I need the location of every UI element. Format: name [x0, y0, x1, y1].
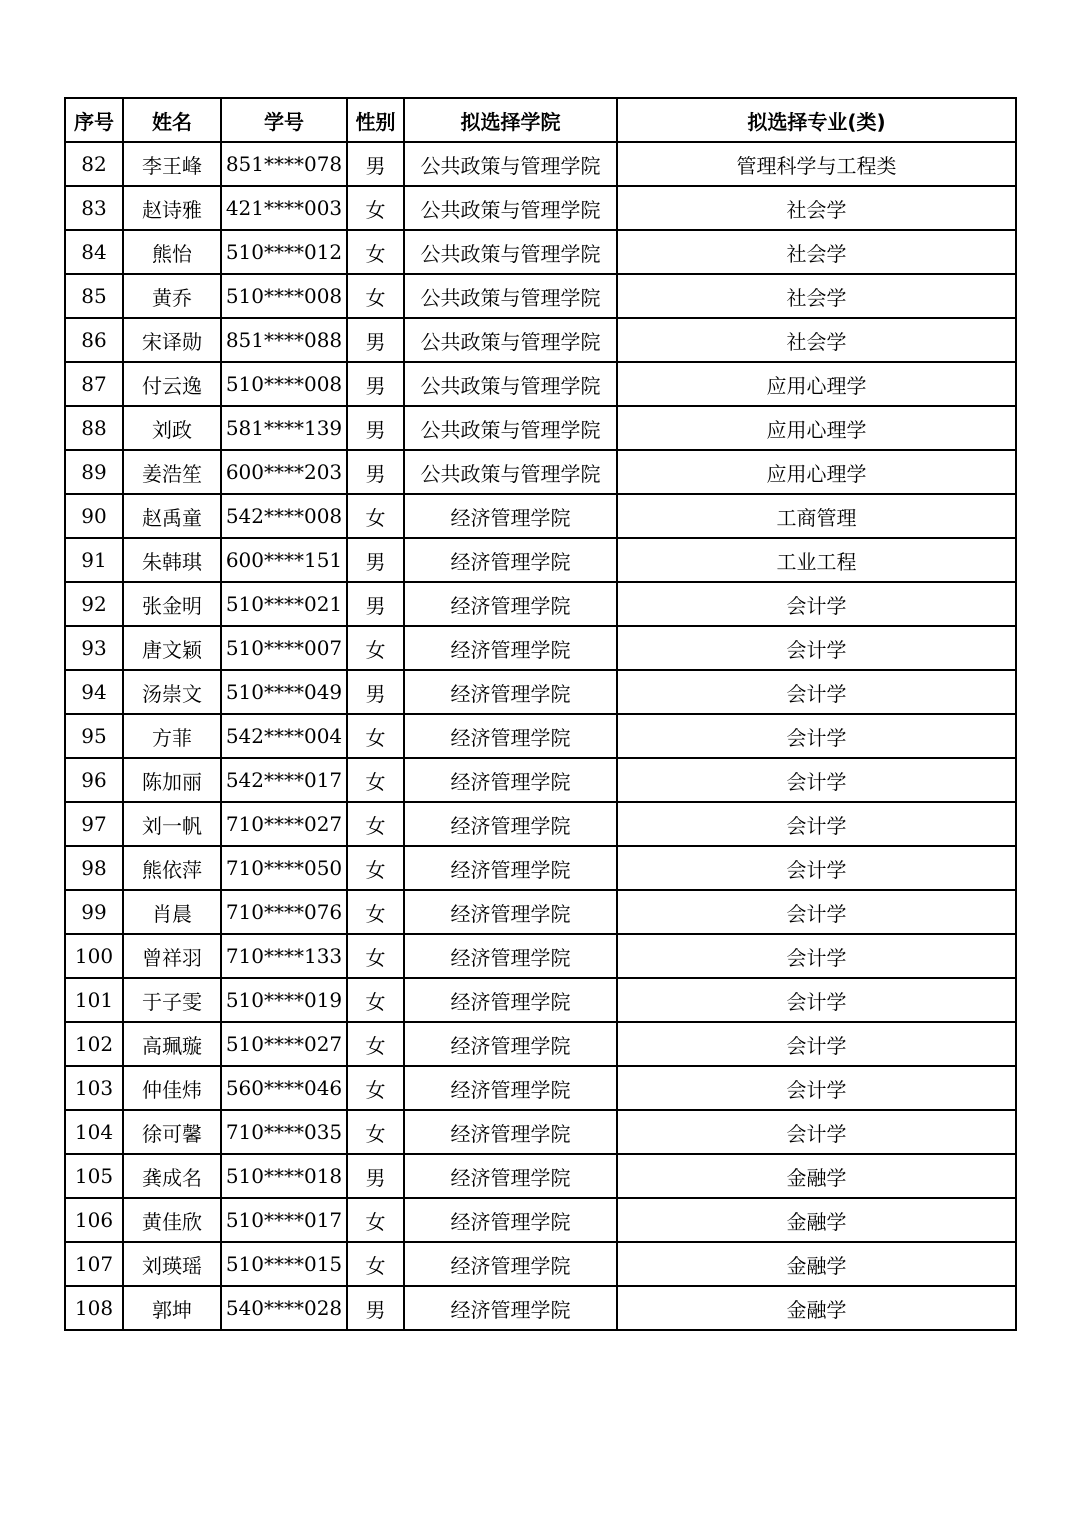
header-student-id: 学号 [221, 98, 347, 142]
cell-gender: 女 [347, 186, 404, 230]
cell-name: 宋译勋 [123, 318, 221, 362]
table-row [65, 1110, 1016, 1154]
table-row [65, 1242, 1016, 1286]
table-row [65, 802, 1016, 846]
table-row [65, 934, 1016, 978]
cell-college: 经济管理学院 [404, 1110, 617, 1154]
cell-college: 经济管理学院 [404, 758, 617, 802]
cell-major: 会计学 [617, 582, 1016, 626]
cell-index: 106 [65, 1198, 123, 1242]
cell-gender: 男 [347, 318, 404, 362]
table-row [65, 494, 1016, 538]
cell-student-id: 710****076 [221, 890, 347, 934]
cell-student-id: 510****049 [221, 670, 347, 714]
cell-student-id: 510****017 [221, 1198, 347, 1242]
cell-name: 曾祥羽 [123, 934, 221, 978]
cell-college: 经济管理学院 [404, 1066, 617, 1110]
cell-name: 熊依萍 [123, 846, 221, 890]
cell-gender: 女 [347, 1110, 404, 1154]
table-row [65, 758, 1016, 802]
cell-gender: 女 [347, 1242, 404, 1286]
cell-name: 仲佳炜 [123, 1066, 221, 1110]
cell-name: 黄乔 [123, 274, 221, 318]
cell-student-id: 710****133 [221, 934, 347, 978]
cell-major: 会计学 [617, 670, 1016, 714]
cell-student-id: 542****017 [221, 758, 347, 802]
student-roster-table [64, 97, 1017, 1331]
cell-major: 会计学 [617, 890, 1016, 934]
cell-gender: 女 [347, 230, 404, 274]
header-name: 姓名 [123, 98, 221, 142]
table-row [65, 538, 1016, 582]
cell-major: 金融学 [617, 1242, 1016, 1286]
cell-major: 会计学 [617, 978, 1016, 1022]
cell-index: 104 [65, 1110, 123, 1154]
cell-college: 经济管理学院 [404, 1022, 617, 1066]
cell-index: 84 [65, 230, 123, 274]
table-row [65, 670, 1016, 714]
cell-index: 86 [65, 318, 123, 362]
cell-name: 朱韩琪 [123, 538, 221, 582]
cell-index: 108 [65, 1286, 123, 1330]
cell-gender: 女 [347, 934, 404, 978]
cell-name: 赵诗雅 [123, 186, 221, 230]
cell-name: 方菲 [123, 714, 221, 758]
cell-index: 92 [65, 582, 123, 626]
cell-name: 唐文颖 [123, 626, 221, 670]
cell-college: 经济管理学院 [404, 626, 617, 670]
cell-gender: 女 [347, 274, 404, 318]
cell-student-id: 542****008 [221, 494, 347, 538]
cell-gender: 女 [347, 978, 404, 1022]
table-row [65, 362, 1016, 406]
cell-name: 高珮璇 [123, 1022, 221, 1066]
cell-college: 经济管理学院 [404, 582, 617, 626]
cell-student-id: 510****007 [221, 626, 347, 670]
cell-college: 经济管理学院 [404, 1286, 617, 1330]
cell-major: 会计学 [617, 758, 1016, 802]
cell-student-id: 510****008 [221, 362, 347, 406]
cell-college: 经济管理学院 [404, 670, 617, 714]
cell-student-id: 510****015 [221, 1242, 347, 1286]
cell-college: 经济管理学院 [404, 494, 617, 538]
cell-major: 会计学 [617, 934, 1016, 978]
cell-index: 89 [65, 450, 123, 494]
cell-major: 社会学 [617, 186, 1016, 230]
cell-index: 87 [65, 362, 123, 406]
cell-gender: 男 [347, 670, 404, 714]
cell-college: 经济管理学院 [404, 934, 617, 978]
table-row [65, 890, 1016, 934]
cell-student-id: 510****018 [221, 1154, 347, 1198]
cell-major: 会计学 [617, 626, 1016, 670]
cell-major: 金融学 [617, 1154, 1016, 1198]
cell-college: 公共政策与管理学院 [404, 450, 617, 494]
cell-index: 99 [65, 890, 123, 934]
cell-index: 90 [65, 494, 123, 538]
cell-major: 会计学 [617, 846, 1016, 890]
cell-major: 工商管理 [617, 494, 1016, 538]
cell-student-id: 421****003 [221, 186, 347, 230]
cell-student-id: 851****078 [221, 142, 347, 186]
cell-student-id: 510****021 [221, 582, 347, 626]
cell-college: 公共政策与管理学院 [404, 318, 617, 362]
cell-major: 应用心理学 [617, 362, 1016, 406]
cell-gender: 男 [347, 362, 404, 406]
cell-index: 103 [65, 1066, 123, 1110]
cell-name: 张金明 [123, 582, 221, 626]
cell-student-id: 581****139 [221, 406, 347, 450]
cell-gender: 男 [347, 450, 404, 494]
cell-student-id: 510****008 [221, 274, 347, 318]
table-row [65, 142, 1016, 186]
cell-gender: 女 [347, 846, 404, 890]
cell-index: 85 [65, 274, 123, 318]
cell-gender: 男 [347, 582, 404, 626]
cell-gender: 男 [347, 406, 404, 450]
cell-college: 公共政策与管理学院 [404, 274, 617, 318]
cell-name: 熊怡 [123, 230, 221, 274]
cell-index: 83 [65, 186, 123, 230]
cell-major: 金融学 [617, 1198, 1016, 1242]
cell-name: 龚成名 [123, 1154, 221, 1198]
cell-name: 陈加丽 [123, 758, 221, 802]
cell-name: 刘政 [123, 406, 221, 450]
table-row [65, 1286, 1016, 1330]
table-row [65, 318, 1016, 362]
cell-gender: 女 [347, 758, 404, 802]
cell-major: 应用心理学 [617, 450, 1016, 494]
table-body [65, 142, 1016, 1330]
cell-college: 公共政策与管理学院 [404, 230, 617, 274]
header-gender: 性别 [347, 98, 404, 142]
cell-index: 93 [65, 626, 123, 670]
cell-major: 会计学 [617, 1066, 1016, 1110]
cell-gender: 女 [347, 626, 404, 670]
table-row [65, 274, 1016, 318]
table-header-row [65, 98, 1016, 142]
cell-student-id: 510****012 [221, 230, 347, 274]
cell-name: 肖晨 [123, 890, 221, 934]
cell-gender: 女 [347, 1022, 404, 1066]
cell-college: 经济管理学院 [404, 714, 617, 758]
cell-student-id: 851****088 [221, 318, 347, 362]
cell-name: 刘一帆 [123, 802, 221, 846]
cell-index: 97 [65, 802, 123, 846]
cell-college: 经济管理学院 [404, 1154, 617, 1198]
cell-gender: 男 [347, 538, 404, 582]
cell-gender: 男 [347, 142, 404, 186]
cell-major: 社会学 [617, 230, 1016, 274]
cell-name: 李王峰 [123, 142, 221, 186]
table-row [65, 846, 1016, 890]
cell-student-id: 710****027 [221, 802, 347, 846]
cell-student-id: 560****046 [221, 1066, 347, 1110]
cell-student-id: 710****050 [221, 846, 347, 890]
cell-major: 管理科学与工程类 [617, 142, 1016, 186]
table-row [65, 1198, 1016, 1242]
cell-name: 黄佳欣 [123, 1198, 221, 1242]
header-index: 序号 [65, 98, 123, 142]
cell-name: 姜浩笙 [123, 450, 221, 494]
cell-name: 徐可馨 [123, 1110, 221, 1154]
table-row [65, 714, 1016, 758]
cell-index: 105 [65, 1154, 123, 1198]
cell-student-id: 540****028 [221, 1286, 347, 1330]
cell-college: 经济管理学院 [404, 802, 617, 846]
cell-major: 金融学 [617, 1286, 1016, 1330]
cell-student-id: 600****203 [221, 450, 347, 494]
cell-index: 107 [65, 1242, 123, 1286]
cell-major: 会计学 [617, 1022, 1016, 1066]
cell-gender: 女 [347, 1198, 404, 1242]
cell-index: 101 [65, 978, 123, 1022]
cell-student-id: 710****035 [221, 1110, 347, 1154]
table-row [65, 1066, 1016, 1110]
cell-college: 经济管理学院 [404, 846, 617, 890]
cell-college: 公共政策与管理学院 [404, 142, 617, 186]
cell-student-id: 510****027 [221, 1022, 347, 1066]
cell-name: 付云逸 [123, 362, 221, 406]
cell-major: 会计学 [617, 1110, 1016, 1154]
cell-college: 公共政策与管理学院 [404, 362, 617, 406]
cell-gender: 女 [347, 494, 404, 538]
cell-gender: 女 [347, 802, 404, 846]
table-row [65, 626, 1016, 670]
table-row [65, 1022, 1016, 1066]
cell-major: 工业工程 [617, 538, 1016, 582]
cell-major: 社会学 [617, 318, 1016, 362]
cell-college: 经济管理学院 [404, 1242, 617, 1286]
cell-index: 102 [65, 1022, 123, 1066]
cell-index: 95 [65, 714, 123, 758]
cell-index: 94 [65, 670, 123, 714]
cell-name: 汤崇文 [123, 670, 221, 714]
cell-college: 经济管理学院 [404, 538, 617, 582]
cell-name: 郭坤 [123, 1286, 221, 1330]
table-row [65, 406, 1016, 450]
cell-gender: 女 [347, 1066, 404, 1110]
cell-index: 88 [65, 406, 123, 450]
cell-college: 公共政策与管理学院 [404, 406, 617, 450]
table-row [65, 1154, 1016, 1198]
cell-name: 于子雯 [123, 978, 221, 1022]
cell-index: 91 [65, 538, 123, 582]
table-row [65, 186, 1016, 230]
cell-student-id: 542****004 [221, 714, 347, 758]
table-row [65, 978, 1016, 1022]
cell-college: 公共政策与管理学院 [404, 186, 617, 230]
cell-gender: 男 [347, 1154, 404, 1198]
cell-gender: 女 [347, 714, 404, 758]
cell-index: 96 [65, 758, 123, 802]
table-row [65, 450, 1016, 494]
table-row [65, 582, 1016, 626]
cell-student-id: 600****151 [221, 538, 347, 582]
cell-major: 社会学 [617, 274, 1016, 318]
cell-gender: 女 [347, 890, 404, 934]
table-row [65, 230, 1016, 274]
cell-name: 刘瑛瑶 [123, 1242, 221, 1286]
cell-major: 会计学 [617, 802, 1016, 846]
cell-gender: 男 [347, 1286, 404, 1330]
cell-name: 赵禹童 [123, 494, 221, 538]
cell-major: 应用心理学 [617, 406, 1016, 450]
cell-college: 经济管理学院 [404, 1198, 617, 1242]
cell-major: 会计学 [617, 714, 1016, 758]
header-major: 拟选择专业(类) [617, 98, 1016, 142]
cell-index: 98 [65, 846, 123, 890]
cell-college: 经济管理学院 [404, 890, 617, 934]
cell-index: 82 [65, 142, 123, 186]
cell-college: 经济管理学院 [404, 978, 617, 1022]
cell-student-id: 510****019 [221, 978, 347, 1022]
cell-index: 100 [65, 934, 123, 978]
header-college: 拟选择学院 [404, 98, 617, 142]
